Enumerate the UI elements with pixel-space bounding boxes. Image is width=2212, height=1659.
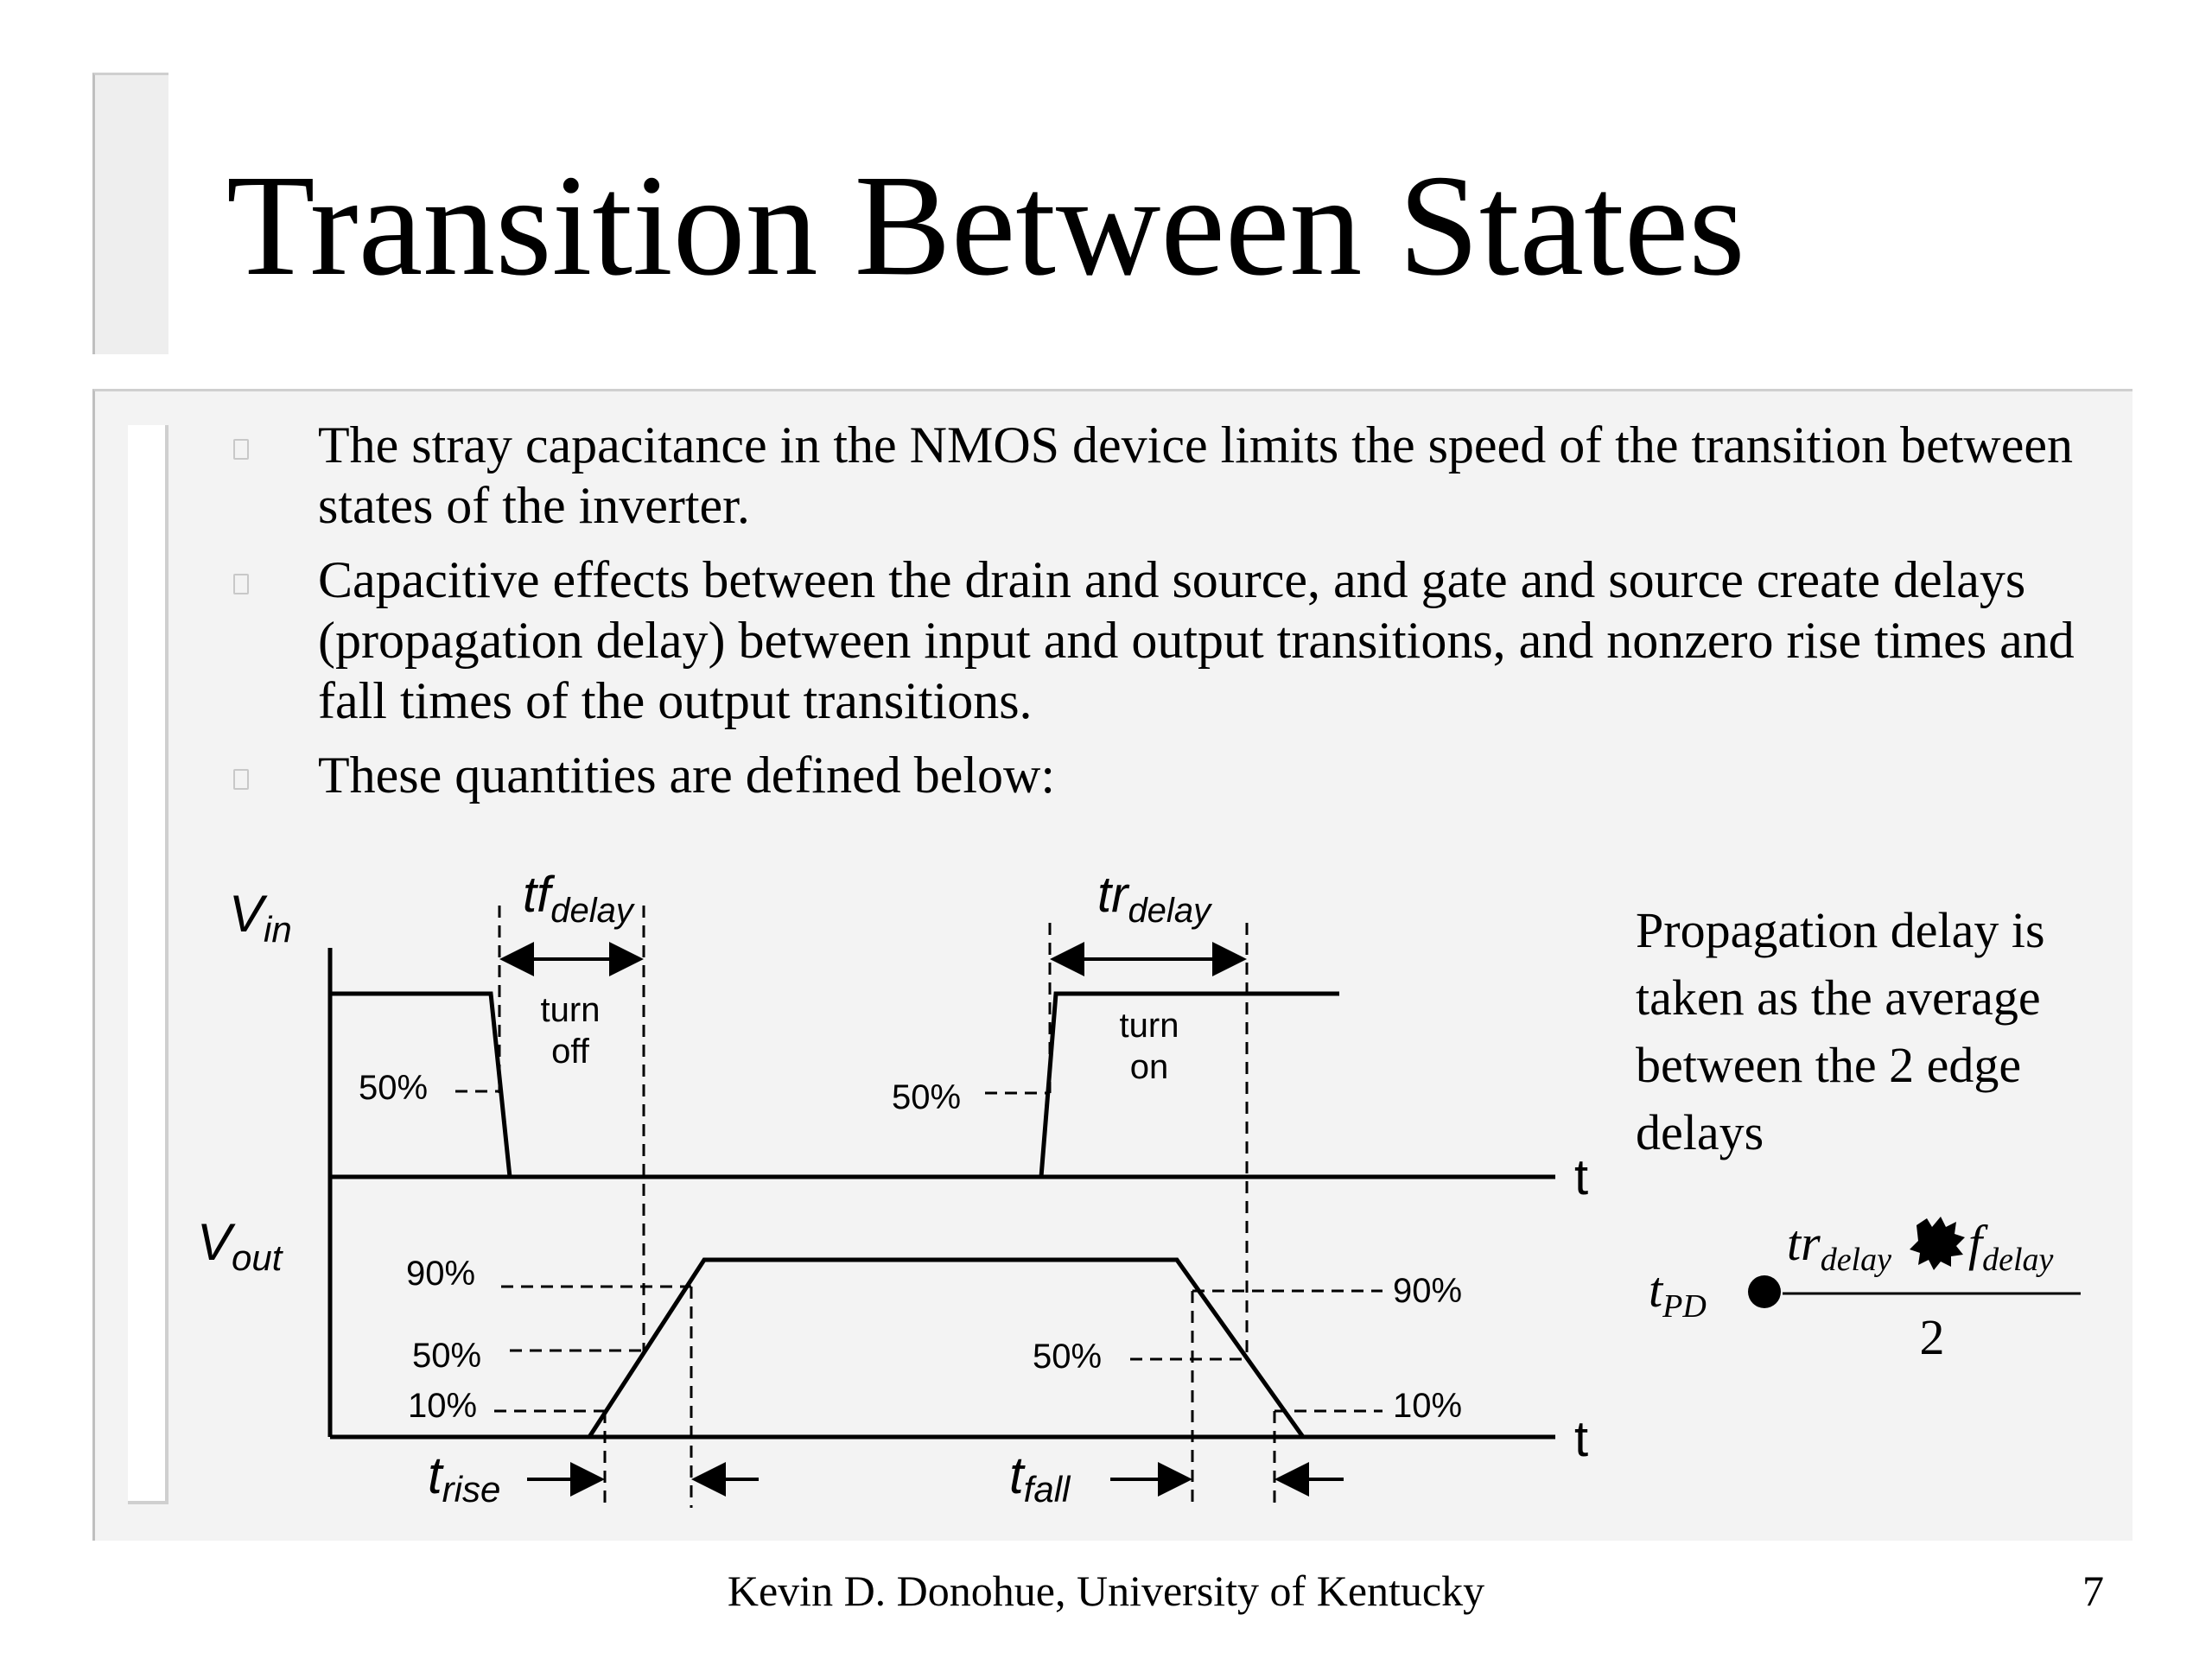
- bullet-text: The stray capacitance in the NMOS device limits the speed of the transition between states of the inverter.: [318, 416, 2074, 534]
- vin-waveform: [330, 994, 1339, 1177]
- turn-on-label-2: on: [1129, 1048, 1169, 1086]
- vout-fall-10-label: 10%: [1393, 1387, 1463, 1425]
- vout-t-label: t: [1574, 1411, 1589, 1467]
- vout-label: $V_{out}$: [197, 1213, 283, 1278]
- vout-rise-50-label: 50%: [412, 1337, 482, 1375]
- turn-off-label-2: off: [551, 1033, 589, 1071]
- axes: [330, 948, 1555, 1437]
- propagation-delay-formula: [1649, 1215, 2081, 1365]
- vout-rise-90-label: 90%: [406, 1255, 476, 1293]
- vout-rise-10-label: 10%: [408, 1387, 478, 1425]
- vout-fall-50-label: 50%: [1033, 1338, 1103, 1376]
- propagation-delay-note: Propagation delay is taken as the average between the 2 edge delays: [1636, 902, 2045, 1160]
- vin-rise-50-label: 50%: [892, 1078, 962, 1116]
- page-number: 7: [2082, 1567, 2104, 1615]
- delay-arrows: [503, 959, 1344, 1479]
- formula-lhs: $t_{PD}$: [1649, 1262, 1707, 1325]
- corrupted-plus-glyph-icon: [1910, 1217, 1965, 1270]
- bullet-text: Capacitive effects between the drain and source, and gate and source create delays (propagation delay) between input and output transitions, and nonzero rise times and fall times of the output transitions.: [318, 551, 2075, 729]
- footer-author: Kevin D. Donohue, University of Kentucky: [727, 1567, 1485, 1615]
- slide-title: Transition Between States: [226, 145, 1745, 306]
- vin-fall-50-label: 50%: [359, 1069, 429, 1107]
- vin-t-label: t: [1574, 1149, 1589, 1205]
- tf-delay-label: $tf_{delay}$: [523, 867, 633, 930]
- formula-denominator: 2: [1919, 1309, 1945, 1365]
- bullet-text: These quantities are defined below:: [318, 747, 1056, 804]
- turn-off-label-1: turn: [540, 991, 601, 1029]
- vout-waveform: [589, 1260, 1303, 1437]
- vin-label: $V_{in}$: [229, 885, 292, 950]
- formula-numerator-tr: $tr_{delay}$: [1787, 1215, 1891, 1278]
- t-fall-label: tfall: [1009, 1446, 1071, 1510]
- vout-fall-90-label: 90%: [1393, 1272, 1463, 1310]
- equals-glyph-icon: [1748, 1275, 1781, 1308]
- tr-delay-label: $tr_{delay}$: [1097, 867, 1211, 930]
- formula-numerator-f: $f_{delay}$: [1968, 1215, 2054, 1278]
- t-rise-label: trise: [428, 1446, 501, 1510]
- turn-on-label-1: turn: [1119, 1007, 1179, 1045]
